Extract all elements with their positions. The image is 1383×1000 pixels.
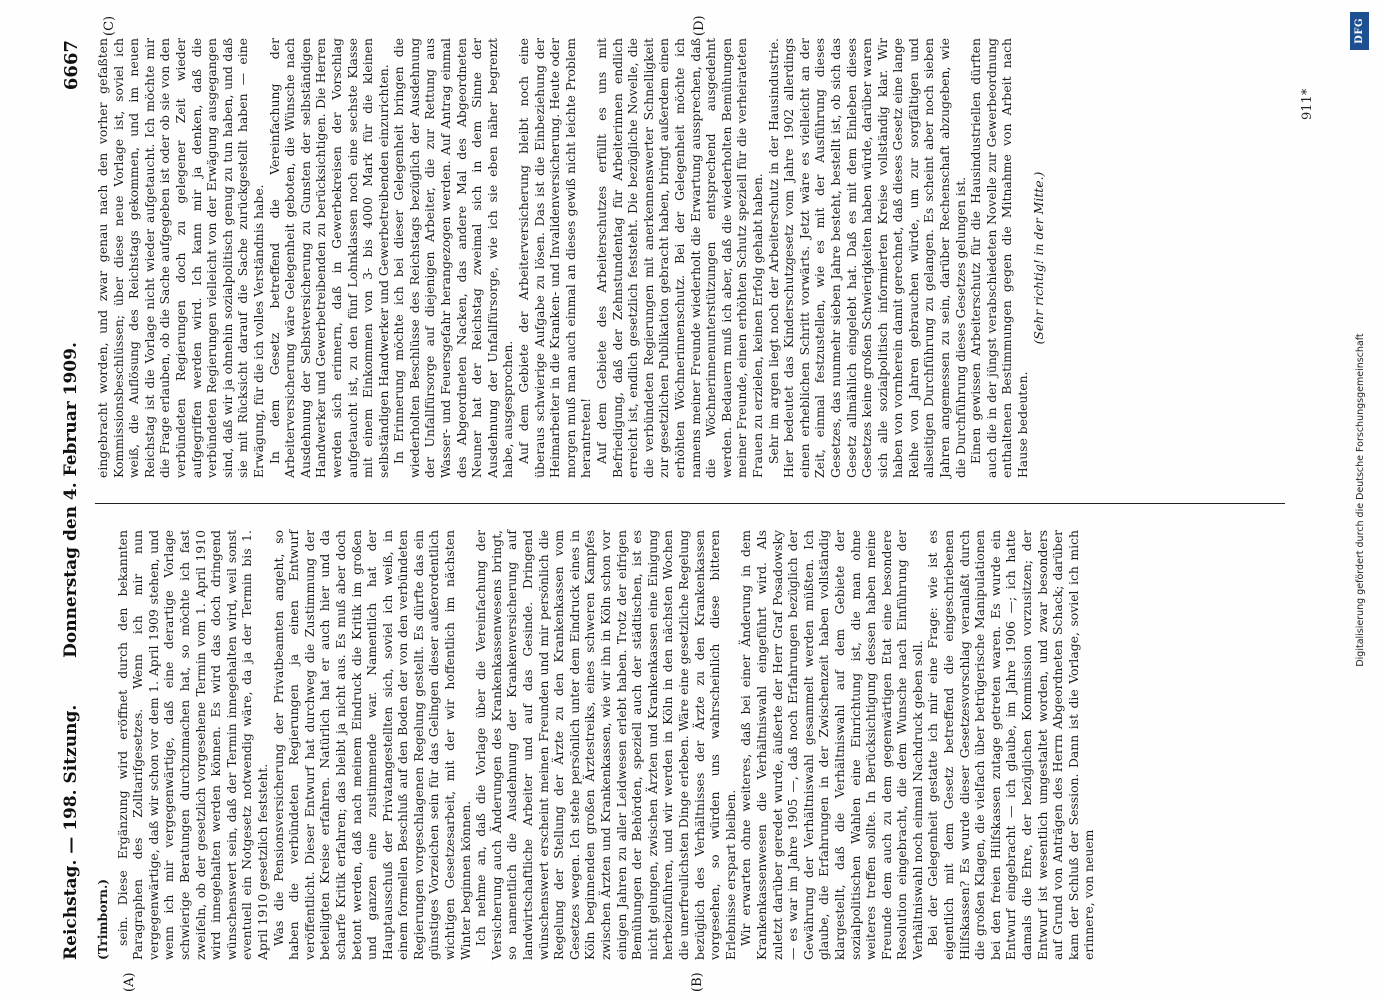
dfg-logo: DFG bbox=[1350, 12, 1369, 50]
paragraph: Einen gewissen Arbeiterschutz für die Hausindustriellen dürften auch die in der jüngst verabschiedeten Novelle zur Gewerbeordnung enthaltenen Bestimmungen gegen die Mitnahme von Arbeit nach Hause bedeuten. bbox=[968, 38, 1031, 478]
margin-marker-b: (B) bbox=[690, 972, 705, 992]
left-column bbox=[95, 530, 1295, 960]
header-date: Donnerstag den 4. Februar 1909. bbox=[61, 342, 81, 658]
margin-marker-c: (C) bbox=[102, 15, 117, 36]
running-header bbox=[55, 40, 87, 960]
paragraph: Was die Pensionsversicherung der Privatbeamten angeht, so haben die verbündeten Regierungen ja einen Entwurf veröffentlicht. Dieser Entwurf hat durchweg die Zustimmung der beteiligten Kreise erfahren. Natürlich hat er auch hier und da scharfe Kritik erfahren; das bleibt ja nicht aus. Es muß aber doch betont werden, daß nach meinem Eindruck die Kritik im großen und ganzen eine zustimmende war. Namentlich hat der Hauptausschuß der Privatangestellten sich, soviel ich weiß, in einem formellen Beschluß auf den Boden der von den verbündeten Regierungen vorgeschlagenen Regelung gestellt. Es dürfte das ein günstiges Vorzeichen sein für das Gelingen dieser außerordentlich wichtigen Gesetzesarbeit, mit der wir hoffentlich im nächsten Winter beginnen können. bbox=[270, 530, 473, 960]
paragraph: eingebracht worden, und zwar genau nach den vorher gefaßten Kommissionsbeschlüssen; über diese neue Vorlage ist, soviel ich weiß, die Auflösung des Reichstags gekommen, und im neuen Reichstag ist die Vorlage nicht wieder aufgetaucht. Ich möchte mir die Frage erlauben, ob die Sache aufgegeben ist oder ob sie von den verbündeten Regierungen doch zu gelegener Zeit wieder aufgegriffen werden wird. Ich kann mir ja denken, daß die verbündeten Regierungen vielleicht von der Erwägung ausgegangen sind, daß wir ja ohnehin sozialpolitisch genug zu tun haben, und daß sie mit Rücksicht darauf die Sache zurückgestellt haben — eine Erwägung, für die ich volles Verständnis habe. bbox=[95, 38, 266, 478]
speaker-label: (Trimborn.) bbox=[95, 878, 110, 960]
digitization-note: Digitalisierung gefördert durch die Deutsche Forschungsgemeinschaft bbox=[1354, 333, 1366, 667]
paragraph: sein. Diese Ergänzung wird eröffnet durch den bekannten Paragraphen des Zolltarifgesetzes. Wenn ich mir nun vergegenwärtige, daß wir schon vor dem 1. April 1909 stehen, und wenn ich mir vergegenwärtige, daß eine derartige Vorlage schwierige Beratungen durchzumachen hat, so möchte ich fast zweifeln, ob der gesetzlich vorgesehene Termin vom 1. April 1910 wird innegehalten werden können. Es wird das doch dringend wünschenswert sein, daß der Termin innegehalten wird, weil sonst eventuell ein Notgesetz notwendig wäre, da ja der Termin bis 1. April 1910 gesetzlich feststeht. bbox=[114, 530, 270, 960]
paragraph: Auf dem Gebiete der Arbeiterversicherung bleibt noch eine überaus schwierige Aufgabe zu lösen. Das ist die Einbeziehung der Heimarbeiter in die Kranken- und Invalidenversicherung. Heute oder morgen muß man auch einmal an dieses gewiß nicht leichte Problem herantreten! bbox=[516, 38, 594, 478]
applause-note: (Sehr richtig! in der Mitte.) bbox=[1030, 171, 1046, 345]
paragraph: In Erinnerung möchte ich bei dieser Gelegenheit bringen die wiederholten Beschlüsse des Reichstags bezüglich der Ausdehnung der Unfallfürsorge auf diejenigen Arbeiter, die zur Rettung aus Wasser- und Feuersgefahr herangezogen werden. Auf Antrag einmal des Abgeordneten Nacken, das andere Mal des Abgeordneten Neuner hat der Reichstag zweimal sich in dem Sinne der Ausdehnung der Unfallfürsorge, wie ich sie eben näher begrenzt habe, ausgesprochen. bbox=[391, 38, 516, 478]
page-number: 6667 bbox=[61, 40, 82, 91]
paragraph: Bei der Gelegenheit gestatte ich mir eine Frage: wie ist es eigentlich mit dem Gesetz betreffend die eingeschriebenen Hilfskassen? Es wurde dieser Gesetzesvorschlag veranlaßt durch die großen Klagen, die vielfach über betrügerische Manipulationen bei den freien Hilfskassen zutage getreten waren. Es wurde ein Entwurf eingebracht — ich glaube, im Jahre 1906 —; ich hatte damals die Ehre, der bezüglichen Kommission vorzusitzen; der Entwurf ist wesentlich umgestaltet worden, und zwar besonders auf Grund von Anträgen des Herrn Abgeordneten Schack; darüber kam der Schluß der Session. Dann ist die Vorlage, soviel ich mich erinnere, von neuem bbox=[925, 530, 1097, 960]
paragraph: Sehr im argen liegt noch der Arbeiterschutz in der Hausindustrie. Hier bedeutet das Kinderschutzgesetz vom Jahre 1902 allerdings einen erheblichen Schritt vorwärts. Jetzt wäre es vielleicht an der Zeit, einmal festzustellen, wie es mit der Ausführung dieses Gesetzes, das nunmehr sieben Jahre besteht, bestellt ist, ob sich das Gesetz allmählich eingelebt hat. Daß es mit dem Einleben dieses Gesetzes keine großen Schwierigkeiten haben würde, darüber waren sich alle sozialpolitisch informierten Kreise vollständig klar. Wir haben von vornherein damit gerechnet, daß dieses Gesetz eine lange Reihe von Jahren gebrauchen würde, um zur sorgfältigen und allseitigen Durchführung zu gelangen. Es scheint aber noch sieben Jahren angemessen zu sein, darüber Rechenschaft abzugeben, wie die Durchführung dieses Gesetzes gelungen ist. bbox=[765, 38, 968, 478]
margin-marker-d: (D) bbox=[692, 15, 707, 36]
paragraph: Auf dem Gebiete des Arbeiterschutzes erfüllt es uns mit Befriedigung, daß der Zehnstundentag für Arbeiterinnen endlich erreicht ist, endlich gesetzlich feststeht. Die bezügliche Novelle, die die verbündeten Regierungen mit anerkennenswerter Schnelligkeit zur gesetzlichen Publikation gebracht haben, bringt außerdem einen erhöhten Wöchnerinnenschutz. Bei der Gelegenheit möchte ich namens meiner Freunde wiederholt die Erwartung aussprechen, daß die Wöchnerinnenunterstützungen entsprechend ausgedehnt werden. Bedauern muß ich aber, daß die wiederholten Bemühungen meiner Freunde, einen erhöhten Schutz speziell für die verheirateten Frauen zu erzielen, keinen Erfolg gehabt haben. bbox=[594, 38, 765, 478]
column-divider bbox=[95, 503, 1285, 504]
paragraph: In dem Gesetz betreffend die Vereinfachung der Arbeiterversicherung wäre Gelegenheit geboten, die Wünsche nach Ausdehnung der Selbstversicherung zu Gunsten der selbständigen Handwerker und Gewerbetreibenden zu berücksichtigen. Die Herren werden sich erinnern, daß in Gewerbekreisen der Vorschlag aufgetaucht ist, zu den fünf Lohnklassen noch eine sechste Klasse mit einem Einkommen von 3- bis 4000 Mark für die kleinen selbständigen Handwerker und Gewerbetreibenden einzurichten. bbox=[266, 38, 391, 478]
paragraph: Wir erwarten ohne weiteres, daß bei einer Änderung in dem Krankenkassenwesen die Verhältniswahl eingeführt wird. Als zuletzt darüber geredet wurde, äußerte der Herr Graf Posadowsky — es war im Jahre 1905 —, daß noch Erfahrungen bezüglich der Gewährung der Verhältniswahl gesammelt werden müßten. Ich glaube, die Erfahrungen in der Zwischenzeit haben vollständig klargestellt, daß die Verhältniswahl auf dem Gebiete der sozialpolitischen Wahlen eine Einrichtung ist, die man ohne weiteres treffen sollte. In Berücksichtigung dessen haben meine Freunde dem auch zu dem gegenwärtigen Etat eine besondere Resolution eingebracht, die dem Wunsche nach Einführung der Verhältniswahl noch einmal Nachdruck geben soll. bbox=[738, 530, 925, 960]
right-column bbox=[95, 38, 1295, 478]
page-signature: 911* bbox=[1300, 88, 1315, 120]
header-left: Reichstag. — 198. Sitzung. bbox=[61, 704, 81, 960]
digitization-credit bbox=[1345, 10, 1375, 990]
margin-marker-a: (A) bbox=[122, 972, 137, 992]
paragraph: Ich nehme an, daß die Vorlage über die Vereinfachung der Versicherung auch Änderungen des Krankenkassenwesens bringt, so namentlich die Ausdehnung der Krankenversicherung auf landwirtschaftliche Arbeiter und auf das Gesinde. Dringend wünschenswert erscheint meinen Freunden und mir persönlich die Regelung der Stellung der Ärzte zu den Krankenkassen vom Gesetzes wegen. Ich stehe persönlich unter dem Eindruck eines in Köln beginnenden großen Ärztestreiks, eines schweren Kampfes zwischen Ärzten und Krankenkassen, wie wir ihn in Köln schon vor einigen Jahren zu aller Leidwesen erlebt haben. Trotz der eifrigen Bemühungen der Behörden, speziell auch der städtischen, ist es nicht gelungen, zwischen Ärzten und Krankenkassen eine Einigung herbeizuführen, und wir werden in Köln in den nächsten Wochen die unerfreulichsten Dinge erleben. Wäre eine gesetzliche Regelung bezüglich des Verhältnisses der Ärzte zu den Krankenkassen vorgesehen, so würden uns wahrscheinlich diese bitteren Erlebnisse erspart bleiben. bbox=[473, 530, 738, 960]
